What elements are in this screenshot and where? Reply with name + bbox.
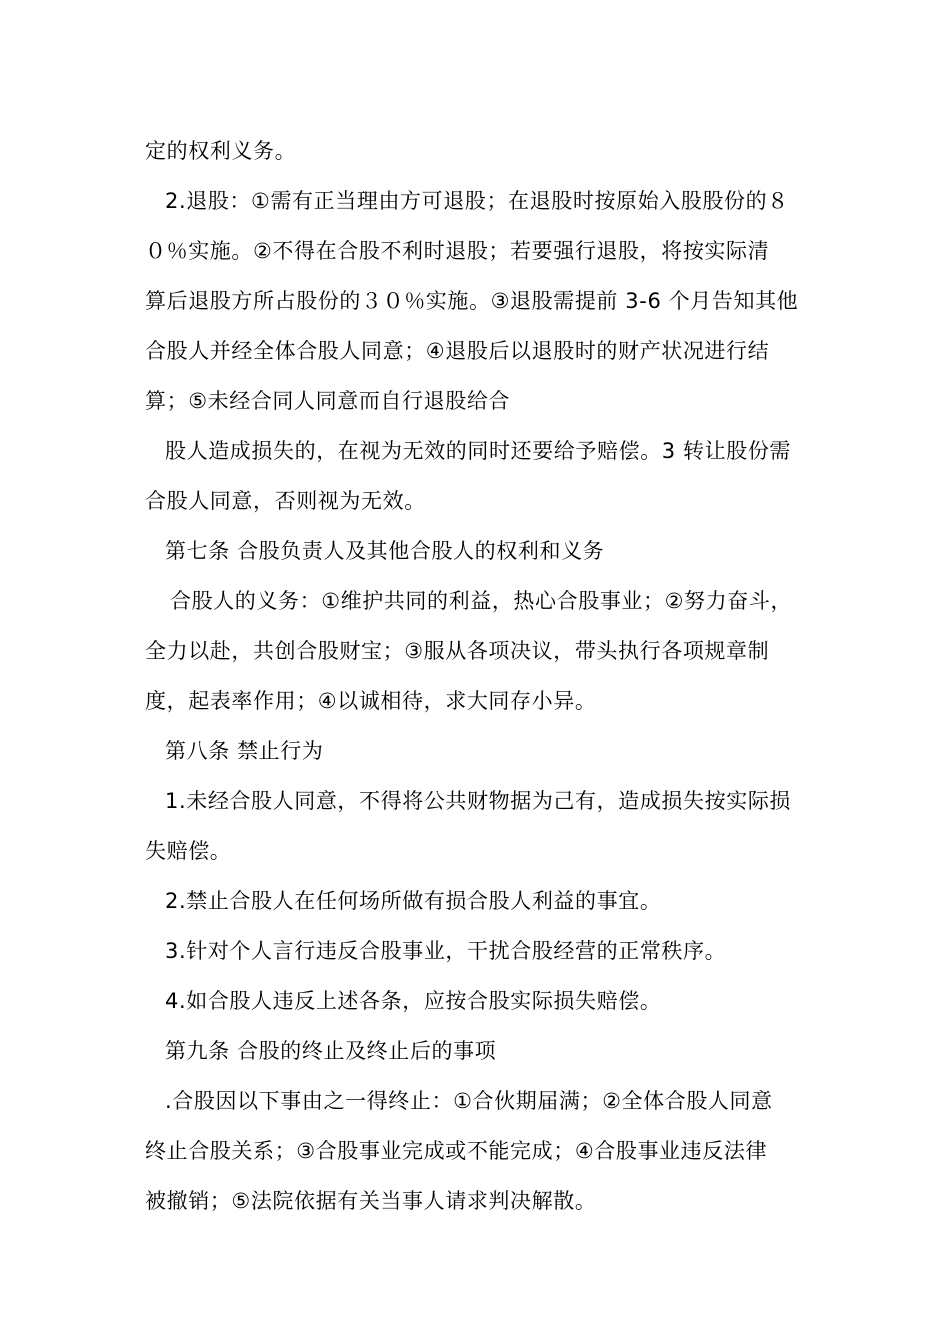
text-line: 合股人的义务：①维护共同的利益，热心合股事业；②努力奋斗， xyxy=(170,589,793,613)
text-line: 2.退股：①需有正当理由方可退股；在退股时按原始入股股份的８ xyxy=(165,189,789,213)
section-heading: 第七条 合股负责人及其他合股人的权利和义务 xyxy=(165,539,605,563)
text-line: 4.如合股人违反上述各条，应按合股实际损失赔偿。 xyxy=(165,989,662,1013)
text-line: 3.针对个人言行违反合股事业，干扰合股经营的正常秩序。 xyxy=(165,939,727,963)
section-heading: 第九条 合股的终止及终止后的事项 xyxy=(165,1039,497,1063)
text-line: 合股人同意，否则视为无效。 xyxy=(145,489,426,513)
text-line: 全力以赴，共创合股财宝；③服从各项决议，带头执行各项规章制 xyxy=(145,639,770,663)
text-line: .合股因以下事由之一得终止：①合伙期届满；②全体合股人同意 xyxy=(165,1089,773,1113)
text-line: 1.未经合股人同意，不得将公共财物据为己有，造成损失按实际损 xyxy=(165,789,792,813)
text-line: 终止合股关系；③合股事业完成或不能完成；④合股事业违反法律 xyxy=(145,1139,768,1163)
text-line: 合股人并经全体合股人同意；④退股后以退股时的财产状况进行结 xyxy=(145,339,770,363)
text-line: 度，起表率作用；④以诚相待，求大同存小异。 xyxy=(145,689,597,713)
text-line: 股人造成损失的，在视为无效的同时还要给予赔偿。3 转让股份需 xyxy=(165,439,792,463)
text-line: 算；⑤未经合同人同意而自行退股给合 xyxy=(145,389,511,413)
text-line: 被撤销；⑤法院依据有关当事人请求判决解散。 xyxy=(145,1189,597,1213)
text-line: 失赔偿。 xyxy=(145,839,232,863)
text-line: 算后退股方所占股份的３０％实施。③退股需提前 3-6 个月告知其他 xyxy=(145,289,799,313)
text-line: 定的权利义务。 xyxy=(145,139,297,163)
text-line: 2.禁止合股人在任何场所做有损合股人利益的事宜。 xyxy=(165,889,662,913)
text-line: ０％实施。②不得在合股不利时退股；若要强行退股，将按实际清 xyxy=(145,239,770,263)
section-heading: 第八条 禁止行为 xyxy=(165,739,324,763)
